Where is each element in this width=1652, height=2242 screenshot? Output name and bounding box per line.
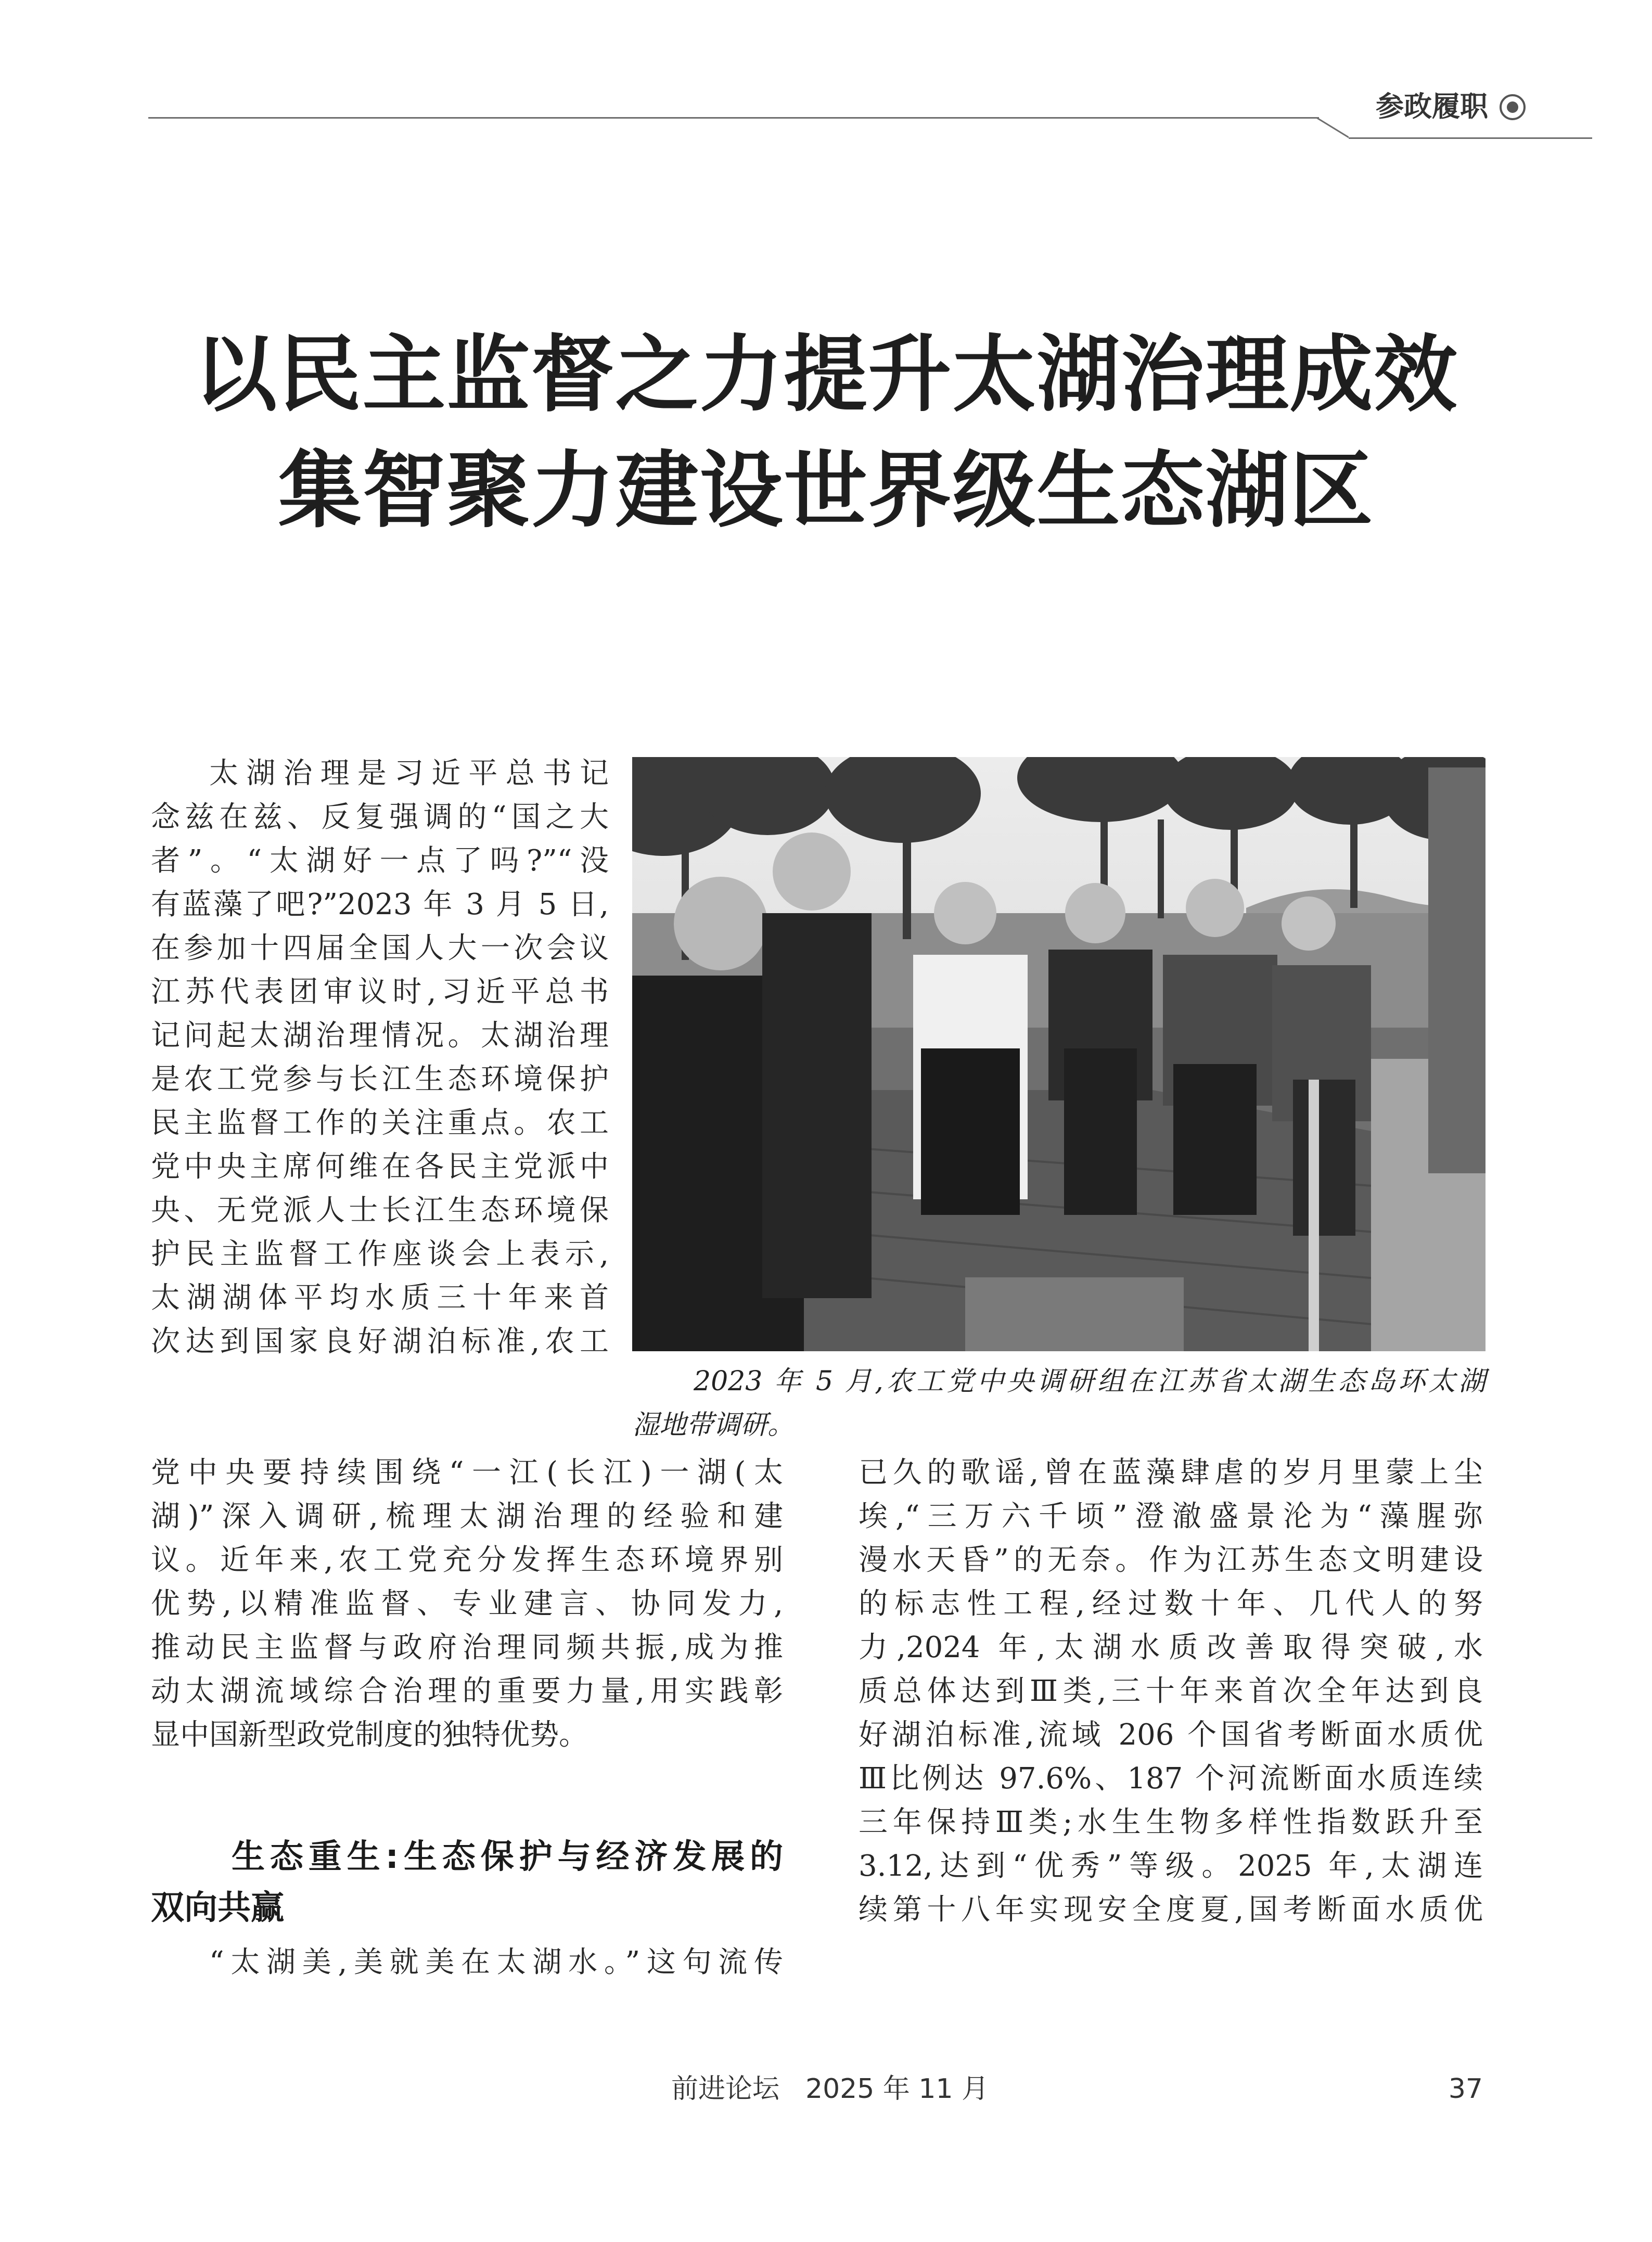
text-line: 好湖泊标准,流域 206 个国省考断面水质优 [859, 1718, 1483, 1752]
text-line: 者”。“太湖好一点了吗?”“没 [151, 844, 609, 878]
text-line: 三年保持Ⅲ类;水生生物多样性指数跃升至 [859, 1805, 1483, 1839]
text-line: 是农工党参与长江生态环境保护 [151, 1062, 609, 1096]
text-line: 记问起太湖治理情况。太湖治理 [151, 1019, 609, 1053]
text-line: 在参加十四届全国人大一次会议 [151, 931, 609, 965]
page-number: 37 [1448, 2073, 1483, 2105]
text-line: 太湖治理是习近平总书记 [209, 757, 609, 790]
text-line: 续第十八年实现安全度夏,国考断面水质优 [859, 1893, 1483, 1927]
text-line: 党中央要持续围绕“一江(长江)一湖(太 [151, 1456, 783, 1490]
header-rule [148, 117, 1319, 119]
text-line: 念兹在兹、反复强调的“国之大 [151, 800, 609, 834]
subheading-line: 双向共赢 [151, 1889, 284, 1927]
page-footer [671, 2073, 989, 2105]
text-line: 漫水天昏”的无奈。作为江苏生态文明建设 [859, 1543, 1483, 1577]
text-line: 次达到国家良好湖泊标准,农工 [151, 1325, 609, 1359]
text-line: 埃,“三万六千顷”澄澈盛景沦为“藻腥弥 [859, 1500, 1483, 1533]
intro-paragraph [151, 752, 609, 1364]
text-line: 湖)”深入调研,梳理太湖治理的经验和建 [151, 1500, 783, 1533]
body-paragraph-start [151, 1941, 783, 1984]
text-line: 议。近年来,农工党充分发挥生态环境界别 [151, 1543, 783, 1577]
target-icon [1499, 93, 1527, 121]
caption-line: 2023 年 5 月,农工党中央调研组在江苏省太湖生态岛环太湖 [694, 1366, 1485, 1397]
text-line: 太湖湖体平均水质三十年来首 [151, 1281, 609, 1315]
article-title-line-1: 以民主监督之力提升太湖治理成效 [194, 326, 1458, 423]
photo-caption [632, 1360, 1485, 1447]
article-title-line-2: 集智聚力建设世界级生态湖区 [278, 442, 1374, 539]
text-line: 的标志性工程,经过数十年、几代人的努 [859, 1587, 1483, 1621]
publication-name: 前进论坛 [671, 2073, 780, 2105]
text-line: 优势,以精准监督、专业建言、协同发力, [151, 1587, 783, 1621]
section-label: 参政履职 [1376, 90, 1488, 123]
text-line: 有蓝藻了吧?”2023 年 3 月 5 日, [151, 888, 609, 921]
text-line: 党中央主席何维在各民主党派中 [151, 1150, 609, 1184]
text-line: 江苏代表团审议时,习近平总书 [151, 975, 609, 1009]
text-line: 民主监督工作的关注重点。农工 [151, 1106, 609, 1140]
text-line: 3.12,达到“优秀”等级。2025 年,太湖连 [859, 1849, 1483, 1883]
text-line: 质总体达到Ⅲ类,三十年来首次全年达到良 [859, 1674, 1483, 1708]
text-line: “太湖美,美就美在太湖水。”这句流传 [209, 1945, 783, 1979]
text-line: 推动民主监督与政府治理同频共振,成为推 [151, 1631, 783, 1664]
text-line: 动太湖流域综合治理的重要力量,用实践彰 [151, 1674, 783, 1708]
caption-line: 湿地带调研。 [632, 1410, 795, 1441]
text-line: Ⅲ比例达 97.6%、187 个河流断面水质连续 [859, 1762, 1483, 1796]
text-line: 护民主监督工作座谈会上表示, [151, 1237, 609, 1271]
photo-research-group [632, 757, 1485, 1351]
subheading-line: 生态重生:生态保护与经济发展的 [232, 1838, 783, 1876]
issue-date: 2025 年 11 月 [805, 2073, 989, 2105]
body-paragraph-right-column [859, 1451, 1483, 1932]
text-line: 力,2024 年,太湖水质改善取得突破,水 [859, 1631, 1483, 1664]
section-subheading [151, 1831, 783, 1933]
text-line: 央、无党派人士长江生态环境保 [151, 1194, 609, 1227]
header-rule-bend [1316, 117, 1349, 138]
text-line: 已久的歌谣,曾在蓝藻肆虐的岁月里蒙上尘 [859, 1456, 1483, 1490]
header-rule-tail [1349, 137, 1592, 139]
text-line: 显中国新型政党制度的独特优势。 [151, 1718, 588, 1752]
intro-paragraph-continued [151, 1451, 783, 1757]
